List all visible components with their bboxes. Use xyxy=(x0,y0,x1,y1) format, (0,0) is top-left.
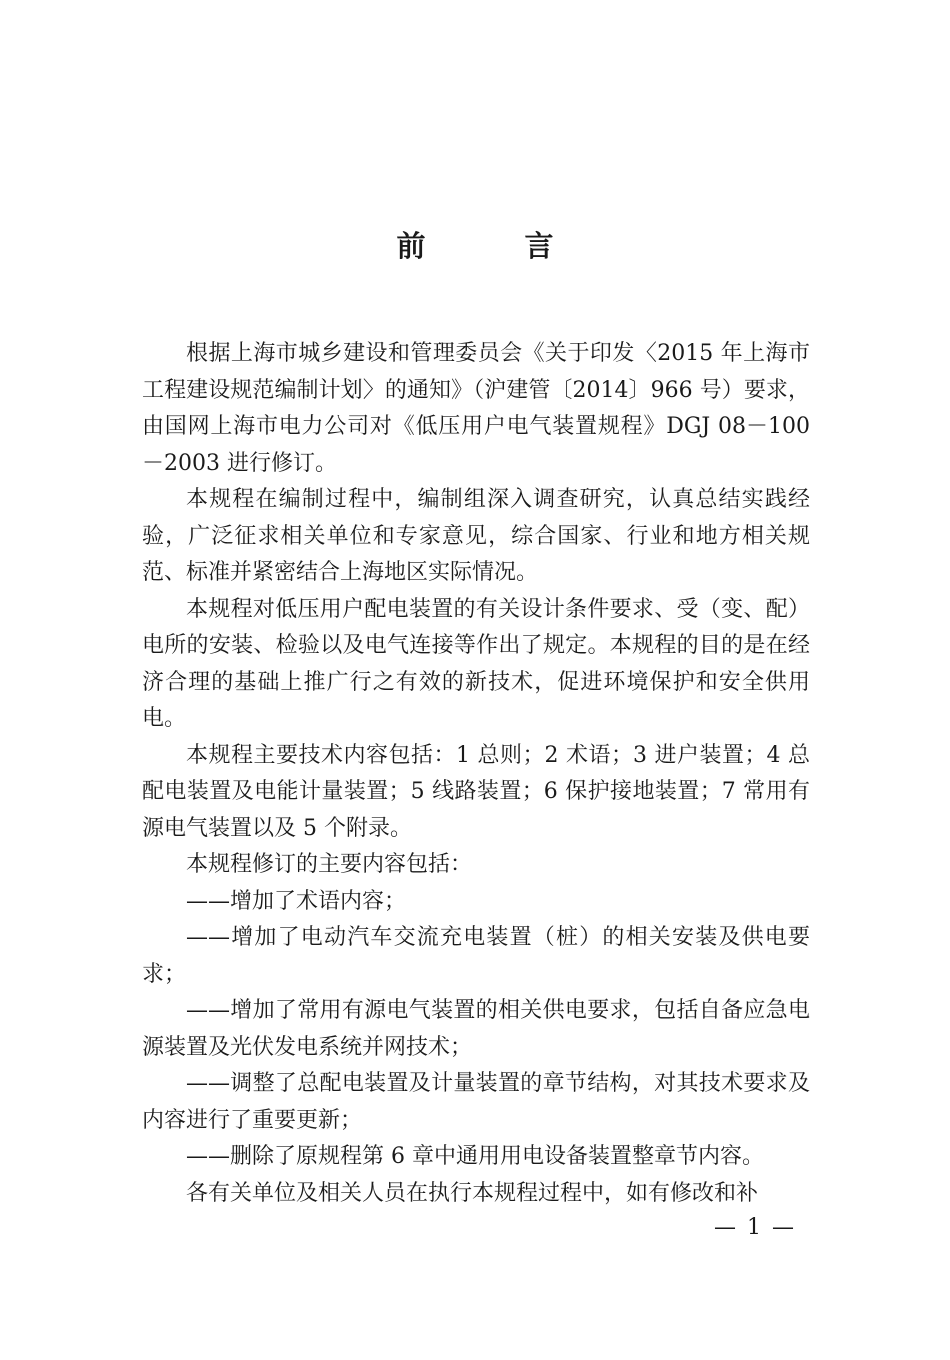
paragraph-revision-intro: 本规程修订的主要内容包括： xyxy=(186,852,473,877)
paragraph-scope-purpose: 本规程对低压用户配电装置的有关设计条件要求、受（变、配）电所的安装、检验以及电气连接等作出了规定。本规程的目的是在经济合理的基础上推广行之有效的新技术，促进环境保护和安全供用电。 xyxy=(142,596,810,731)
page-number: — 1 — xyxy=(714,1215,796,1240)
revision-item-ev-charging: ——增加了电动汽车交流充电装置（桩）的相关安装及供电要求； xyxy=(142,925,810,987)
revision-item-deleted-chapter: ——删除了原规程第 6 章中通用用电设备装置整章节内容。 xyxy=(186,1144,764,1169)
paragraph-main-contents: 本规程主要技术内容包括：1 总则；2 术语；3 进户装置；4 总配电装置及电能计量装置；5 线路装置；6 保护接地装置；7 常用有源电气装置以及 5 个附录。 xyxy=(142,742,810,841)
page-title: 前 言 xyxy=(396,229,589,263)
preface-body xyxy=(142,336,810,1212)
revision-item-active-devices: ——增加了常用有源电气装置的相关供电要求，包括自备应急电源装置及光伏发电系统并网技术； xyxy=(142,998,810,1060)
paragraph-compilation-process: 本规程在编制过程中，编制组深入调查研究，认真总结实践经验，广泛征求相关单位和专家意见，综合国家、行业和地方相关规范、标准并紧密结合上海地区实际情况。 xyxy=(142,487,810,585)
paragraph-background: 根据上海市城乡建设和管理委员会《关于印发〈2015 年上海市工程建设规范编制计划〉的通知》（沪建管〔2014〕966 号）要求，由国网上海市电力公司对《低压用户电气装置规程》DGJ 08－100－2003 进行修订。 xyxy=(142,341,810,476)
revision-item-distribution-metering: ——调整了总配电装置及计量装置的章节结构，对其技术要求及内容进行了重要更新； xyxy=(142,1071,810,1133)
paragraph-feedback-request: 各有关单位及相关人员在执行本规程过程中，如有修改和补 xyxy=(186,1180,759,1206)
revision-item-terms: ——增加了术语内容； xyxy=(186,888,407,914)
